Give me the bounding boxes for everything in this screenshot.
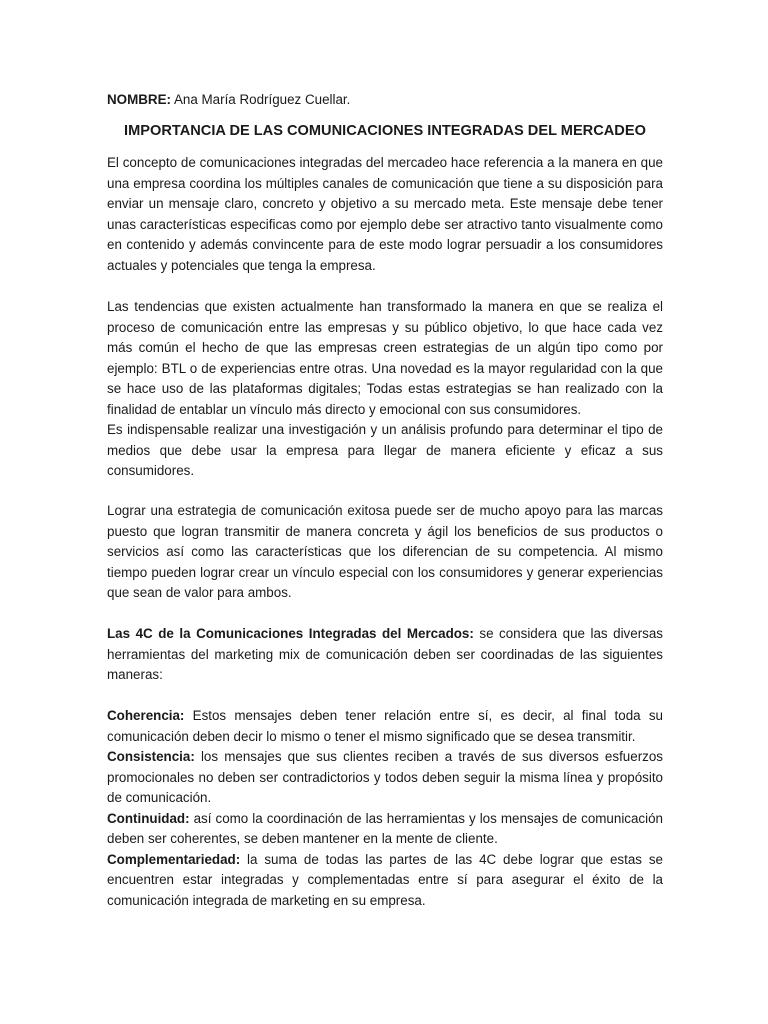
document-title: IMPORTANCIA DE LAS COMUNICACIONES INTEGRADAS DEL MERCADEO: [124, 123, 646, 139]
paragraph-4c-intro: [107, 624, 663, 686]
4c-list: [107, 706, 663, 911]
4c-item-complementariedad: [107, 850, 663, 912]
4c-item-coherencia: [107, 706, 663, 747]
4c-intro-text: se considera que las diversas herramientas del marketing mix de comunicación deben ser coordinadas de las siguientes maneras:: [107, 626, 663, 682]
4c-item-text: la suma de todas las partes de las 4C debe lograr que estas se encuentren estar integradas y complementadas entre sí para asegurar el éxito de la comunicación integrada de marketing en su empresa.: [107, 851, 663, 908]
author-name: Ana María Rodríguez Cuellar.: [173, 92, 351, 107]
4c-item-text: los mensajes que sus clientes reciben a través de sus diversos esfuerzos promocionales no deben ser contradictorios y todos deben seguir la misma línea y propósito de comunicación.: [107, 749, 663, 805]
paragraph-trends: Las tendencias que existen actualmente han transformado la manera en que se realiza el proceso de comunicación entre las empresas y su público objetivo, lo que hace cada vez más común el hecho de que las empresas creen estrategias de un algún tipo como por ejemplo: BTL o de experiencias entre otras. Una novedad es la mayor regularidad con la que se hace uso de las plataformas digitales; Todas estas estrategias se han realizado con la finalidad de entablar un vínculo más directo y emocional con sus consumidores.: [107, 299, 663, 417]
4c-item-label: Coherencia:: [107, 708, 185, 723]
4c-item-label: Continuidad:: [107, 810, 190, 826]
4c-item-consistencia: [107, 747, 663, 809]
4c-item-text: Estos mensajes deben tener relación entre sí, es decir, al final toda su comunicación deben decir lo mismo o tener el mismo significado que se desea transmitir.: [107, 708, 663, 744]
author-line: [107, 90, 667, 111]
name-label: NOMBRE:: [107, 92, 171, 107]
4c-intro-label: Las 4C de la Comunicaciones Integradas del Mercados:: [107, 626, 474, 641]
paragraph-research: Es indispensable realizar una investigación y un análisis profundo para determinar el tipo de medios que debe usar la empresa para llegar de manera eficiente y eficaz a sus consumidores.: [107, 422, 663, 478]
4c-item-text: así como la coordinación de las herramientas y los mensajes de comunicación deben ser coherentes, se deben mantener en la mente de cliente.: [107, 810, 663, 846]
paragraph-strategy: Lograr una estrategia de comunicación exitosa puede ser de mucho apoyo para las marcas puesto que logran transmitir de manera concreta y ágil los beneficios de sus productos o servicios así como las características que los diferencian de su competencia. Al mismo tiempo pueden lograr crear un vínculo especial con los consumidores y generar experiencias que sean de valor para ambos.: [107, 503, 663, 600]
4c-item-continuidad: [107, 809, 663, 850]
4c-item-label: Consistencia:: [107, 749, 195, 764]
4c-item-label: Complementariedad:: [107, 851, 241, 867]
paragraph-intro: El concepto de comunicaciones integradas del mercadeo hace referencia a la manera en que una empresa coordina los múltiples canales de comunicación que tiene a su disposición para enviar un mensaje claro, concreto y objetivo a su mercado meta. Este mensaje debe tener unas características especificas como por ejemplo debe ser atractivo tanto visualmente como en contenido y además convincente para de este modo lograr persuadir a los consumidores actuales y potenciales que tenga la empresa.: [107, 155, 663, 273]
